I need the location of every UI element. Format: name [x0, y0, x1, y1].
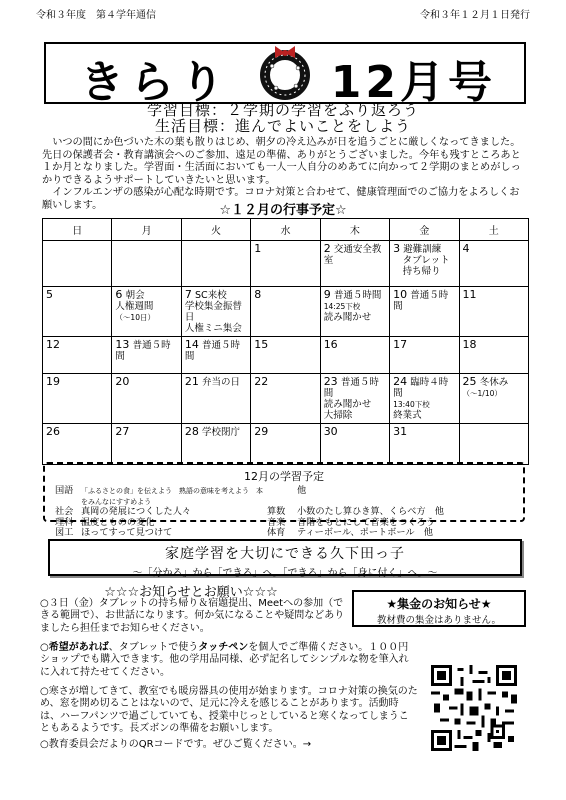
day-number: 17 — [393, 338, 408, 351]
study-goal: 学習目標：２学期の学習をふり返ろう — [146, 101, 419, 119]
day-number: 5 — [46, 288, 53, 301]
day-number: 11 — [462, 288, 477, 301]
day-number: 14 — [184, 338, 199, 351]
calendar-week-row — [43, 337, 529, 374]
subject-content: 真岡の発展につくした人々 — [81, 506, 192, 517]
calendar-week-row — [43, 241, 529, 287]
calendar-day-cell — [43, 424, 112, 465]
calendar-day-cell — [251, 337, 320, 374]
event-text: 人権ミニ集会 — [184, 323, 242, 334]
event-text: 冬休み — [479, 377, 509, 388]
calendar-day-cell — [181, 337, 250, 374]
subject-name — [267, 486, 297, 507]
fee-notice-title: ★集金のお知らせ★ — [386, 597, 492, 611]
calendar-header-row — [43, 219, 529, 241]
event-text: 避難訓練 — [403, 244, 442, 255]
calendar-day-cell — [390, 374, 459, 424]
subject-name: 図工 — [55, 527, 74, 538]
day-number: 3 — [393, 242, 401, 255]
day-number: 20 — [115, 375, 130, 388]
weekday-header: 月 — [112, 219, 181, 241]
calendar-day-cell — [181, 374, 250, 424]
weekday-header: 木 — [320, 219, 389, 241]
subject-name: 理科 — [55, 516, 74, 528]
home-study-banner — [48, 539, 522, 579]
study-plan-title: 12月の学習予定 — [244, 470, 324, 483]
fee-notice-text: 教材費の集金はありません。 — [376, 615, 502, 626]
calendar-day-cell — [320, 287, 389, 337]
event-text: 普通５時間 — [115, 340, 171, 362]
event-text: （～10日） — [115, 313, 155, 322]
subject-content: 小数のたし算ひき算、くらべ方 他 — [297, 506, 444, 517]
newsletter-name: きらり — [80, 57, 230, 108]
subject-content: 音階をもとにして音楽をつくろう — [297, 516, 435, 528]
notice-emphasis: タッチペン — [198, 642, 249, 653]
month-label: 12月号 — [330, 57, 496, 108]
calendar-day-cell — [43, 287, 112, 337]
day-number: 18 — [462, 338, 477, 351]
calendar-day-cell — [251, 374, 320, 424]
subject-name: 体育 — [267, 527, 286, 538]
calendar-day-cell — [390, 424, 459, 465]
day-number: 21 — [184, 375, 199, 388]
calendar-day-cell — [43, 337, 112, 374]
day-number: 13 — [115, 338, 130, 351]
study-plan-box — [43, 462, 525, 538]
day-number: 6 — [115, 288, 123, 301]
weekday-header: 日 — [43, 219, 112, 241]
calendar-day-cell — [251, 424, 320, 465]
subject-name: 算数 — [267, 506, 286, 517]
subject-content: 他 — [297, 485, 307, 496]
day-number: 12 — [46, 338, 60, 351]
calendar-day-cell — [459, 337, 528, 374]
day-number: 25 — [462, 375, 477, 388]
calendar-day-cell — [390, 241, 459, 287]
event-text: 普通５時間 — [333, 290, 382, 301]
calendar-week-row — [43, 424, 529, 465]
calendar-day-cell — [459, 424, 528, 465]
day-number: 9 — [323, 288, 331, 301]
calendar-day-cell — [112, 241, 181, 287]
subject-name: 社会 — [55, 506, 74, 517]
day-number: 27 — [115, 425, 130, 438]
calendar-day-cell — [181, 287, 250, 337]
event-text: 普通５時間 — [393, 290, 449, 312]
home-study-subtitle: ～「分かる」から「できる」へ。「できる」から「身に付く」へ。～ — [132, 568, 438, 579]
study-plan-grid — [55, 486, 513, 539]
calendar-week-row — [43, 374, 529, 424]
event-text: 読み聞かせ — [323, 312, 372, 323]
event-text: 弁当の日 — [202, 377, 241, 388]
calendar-day-cell — [112, 424, 181, 465]
schedule-title: ☆１２月の行事予定☆ — [219, 203, 347, 218]
calendar-day-cell — [43, 241, 112, 287]
day-number: 30 — [323, 425, 338, 438]
calendar-day-cell — [112, 287, 181, 337]
event-text: 持ち帰り — [393, 266, 441, 277]
day-number: 16 — [323, 338, 338, 351]
notice-text: を個人でご準備ください。１００円ショップでも購入できます。他の学用品同様、必ず記名してシンプルな物を筆入れに入れて持たせてください。 — [40, 642, 409, 678]
calendar-day-cell — [459, 287, 528, 337]
day-number: 10 — [393, 288, 408, 301]
day-number: 29 — [254, 425, 269, 438]
event-text: 普通５時間 — [323, 377, 379, 399]
event-text: タブレット — [393, 255, 450, 266]
weekday-header: 火 — [181, 219, 250, 241]
qr-code-icon[interactable] — [431, 665, 517, 751]
event-text: 13:40下校 — [393, 400, 430, 409]
life-goal: 生活目標：進んでよいことをしよう — [154, 117, 411, 135]
calendar-day-cell — [320, 374, 389, 424]
event-text: 人権週間 — [115, 301, 154, 312]
weekday-header: 土 — [459, 219, 528, 241]
notice-cold-weather: ○寒さが増してきて、教室でも暖房器具の使用が始まります。コロナ対策の換気のため、窓を開め切ることはないので、足元に冷えを感じることがあります。活動時は、ハーフパンツで過ごしていても、授業中じっとしていると寒くなってしまうこともあるようです。長ズボンの準備をお願いします。 — [40, 686, 418, 734]
event-text: （～1/10） — [462, 389, 502, 398]
day-number: 7 — [184, 288, 192, 301]
school-year-label: 令和３年度 第４学年通信 — [36, 10, 156, 21]
subject-name: 音楽 — [267, 516, 286, 528]
day-number: 26 — [46, 425, 60, 438]
goals — [0, 102, 566, 134]
event-text: 交通安全教室 — [323, 244, 382, 266]
calendar-day-cell — [181, 241, 250, 287]
day-number: 22 — [254, 375, 269, 388]
weekday-header: 水 — [251, 219, 320, 241]
issue-date: 令和３年１２月１日発行 — [420, 10, 530, 21]
day-number: 1 — [254, 242, 262, 255]
subject-content: ティーボール、ポートボール 他 — [297, 527, 433, 538]
event-text: 終業式 — [393, 410, 422, 421]
notice-emphasis: ○希望があれば — [40, 642, 109, 653]
intro-paragraph: インフルエンザの感染が心配な時期です。コロナ対策と合わせて、健康管理面でのご協力をよろしくお願いします。 — [42, 187, 520, 211]
calendar-day-cell — [251, 241, 320, 287]
calendar-day-cell — [390, 337, 459, 374]
day-number: 15 — [254, 338, 269, 351]
event-text: 14:25下校 — [323, 302, 361, 311]
day-number: 28 — [184, 425, 199, 438]
day-number: 4 — [462, 242, 470, 255]
day-number: 23 — [323, 375, 338, 388]
calendar-day-cell — [181, 424, 250, 465]
calendar-day-cell — [43, 374, 112, 424]
christmas-wreath-icon — [258, 44, 312, 102]
home-study-title: 家庭学習を大切にできる久下田っ子 — [165, 546, 405, 562]
calendar-day-cell — [112, 337, 181, 374]
day-number: 2 — [323, 242, 331, 255]
notice-tablet: ○３日（金）タブレットの持ち帰り＆宿題提出、Meetへの参加（できる範囲で）、お世話になります。何か気になることや疑問などありましたら担任までお知らせください。 — [40, 598, 345, 634]
notice-touch-pen — [40, 642, 416, 679]
subject-content: 「ふるさとの食」を伝えよう 熟語の意味を考えよう 本をみんなにすすめよう — [81, 487, 263, 506]
subject-name: 国語 — [55, 485, 74, 496]
calendar-week-row — [43, 287, 529, 337]
calendar-day-cell — [459, 241, 528, 287]
calendar-day-cell — [112, 374, 181, 424]
notice-text: 、タブレットで使う — [108, 642, 199, 653]
subject-content: ほってすって見つけて — [81, 527, 173, 538]
event-text: 学校集金振替日 — [184, 301, 242, 323]
calendar-day-cell — [320, 241, 389, 287]
day-number: 31 — [393, 425, 408, 438]
fee-notice-box — [352, 590, 526, 627]
weekday-header: 金 — [390, 219, 459, 241]
subject-content: 温度とものの変化 — [81, 516, 155, 528]
event-text: 朝会 — [125, 290, 145, 301]
day-number: 8 — [254, 288, 262, 301]
day-number: 24 — [393, 375, 408, 388]
newsletter-title-box — [44, 42, 526, 108]
event-calendar — [42, 218, 529, 465]
calendar-day-cell — [251, 287, 320, 337]
day-number: 19 — [46, 375, 60, 388]
notice-title: ☆☆☆お知らせとお願い☆☆☆ — [104, 585, 278, 600]
notice-qr-info: ○教育委員会だよりのQRコードです。ぜひご覧ください。→ — [40, 739, 312, 750]
event-text: 読み聞かせ — [323, 399, 372, 410]
header-meta — [36, 6, 530, 20]
calendar-day-cell — [459, 374, 528, 424]
intro-paragraph: いつの間にか色づいた木の葉も散りはじめ、朝夕の冷え込みが日を追うごとに厳しくなってきました。先日の保護者会・教育講演会へのご参加、遠足の準備、ありがとうございました。今年も残すところあと１か月となりました。学習面・生活面においても一人一人自分のめあてに向かって２学期のまとめがしっかりできるようサポートしていきたいと思います。 — [42, 137, 521, 186]
event-text: 臨時４時間 — [393, 377, 449, 399]
calendar-day-cell — [320, 337, 389, 374]
event-text: 普通５時間 — [184, 340, 241, 362]
event-text: 学校閉庁 — [202, 427, 241, 438]
event-text: 大掃除 — [323, 410, 353, 421]
calendar-day-cell — [320, 424, 389, 465]
calendar-day-cell — [390, 287, 459, 337]
event-text: SC来校 — [195, 290, 227, 301]
